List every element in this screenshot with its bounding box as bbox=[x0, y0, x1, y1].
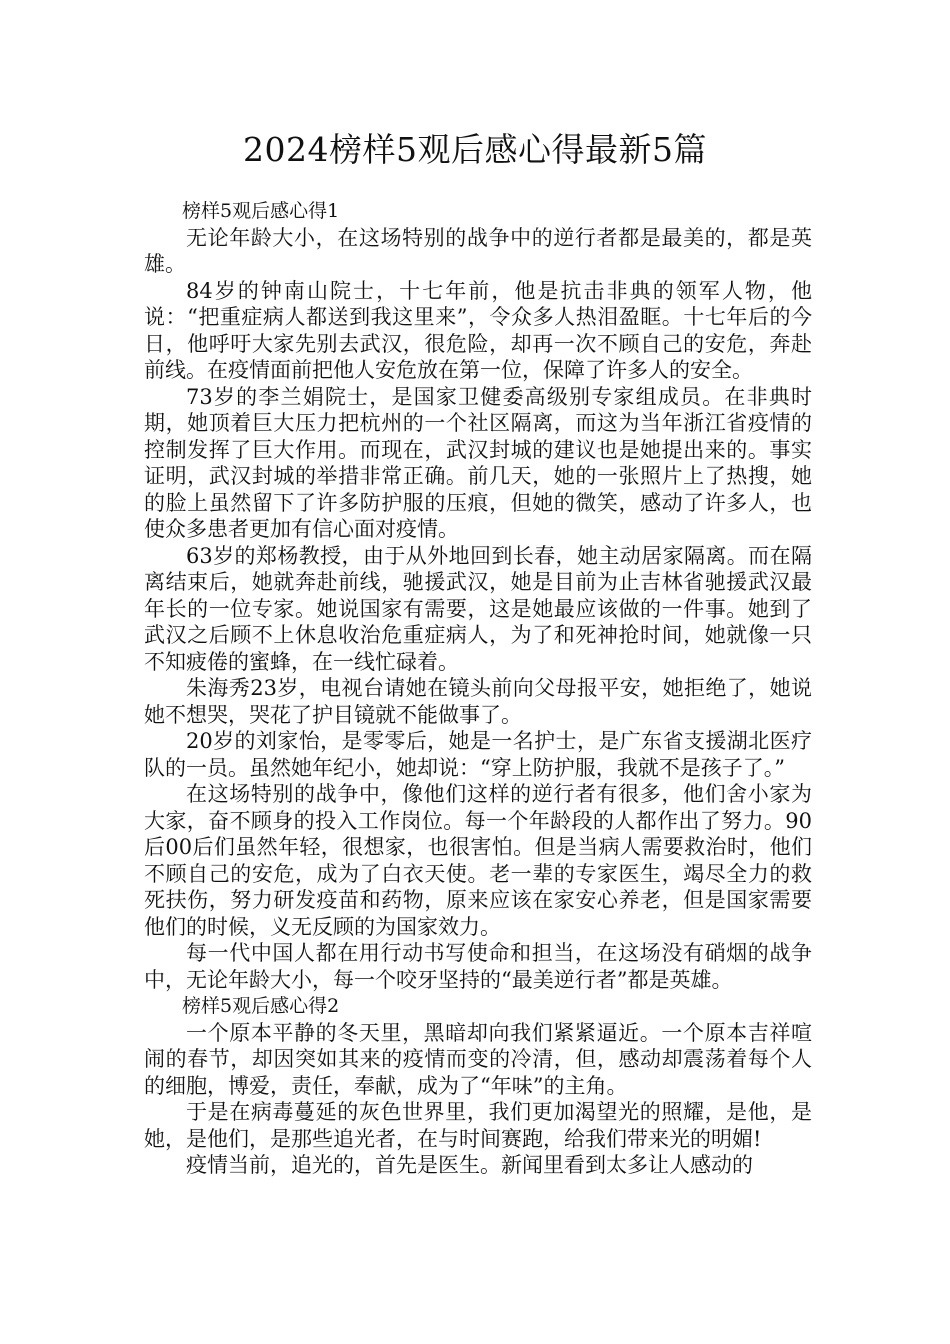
section-heading: 榜样5观后感心得2 bbox=[182, 995, 340, 1017]
document-title: 2024榜样5观后感心得最新5篇 bbox=[243, 130, 707, 169]
paragraph: 每一代中国人都在用行动书写使命和担当，在这场没有硝烟的战争中，无论年龄大小，每一个咬牙坚持的“最美逆行者”都是英雄。 bbox=[144, 941, 812, 992]
paragraph: 朱海秀23岁，电视台请她在镜头前向父母报平安，她拒绝了，她说她不想哭，哭花了护目镜就不能做事了。 bbox=[144, 676, 812, 727]
paragraph: 于是在病毒蔓延的灰色世界里，我们更加渴望光的照耀，是他，是她，是他们，是那些追光者，在与时间赛跑，给我们带来光的明媚! bbox=[144, 1100, 812, 1151]
paragraph: 在这场特别的战争中，像他们这样的逆行者有很多，他们舍小家为大家，奋不顾身的投入工作岗位。每一个年龄段的人都作出了努力。90后00后们虽然年轻，很想家，也很害怕。但是当病人需要救治时，他们不顾自己的安危，成为了白衣天使。老一辈的专家医生，竭尽全力的救死扶伤，努力研发疫苗和药物，原来应该在家安心养老，但是国家需要他们的时候，义无反顾的为国家效力。 bbox=[144, 782, 812, 939]
paragraph: 73岁的李兰娟院士，是国家卫健委高级别专家组成员。在非典时期，她顶着巨大压力把杭州的一个社区隔离，而这为当年浙江省疫情的控制发挥了巨大作用。而现在，武汉封城的建议也是她提出来的。事实证明，武汉封城的举措非常正确。前几天，她的一张照片上了热搜，她的脸上虽然留下了许多防护服的压痕，但她的微笑，感动了许多人，也使众多患者更加有信心面对疫情。 bbox=[144, 384, 812, 541]
paragraph: 84岁的钟南山院士，十七年前，他是抗击非典的领军人物，他说：“把重症病人都送到我这里来”，令众多人热泪盈眶。十七年后的今日，他呼吁大家先别去武汉，很危险，却再一次不顾自己的安危，奔赴前线。在疫情面前把他人安危放在第一位，保障了许多人的安全。 bbox=[144, 278, 812, 382]
paragraph: 20岁的刘家怡，是零零后，她是一名护士，是广东省支援湖北医疗队的一员。虽然她年纪小，她却说：“穿上防护服，我就不是孩子了。” bbox=[144, 729, 812, 780]
document-body bbox=[144, 198, 812, 1179]
section-heading: 榜样5观后感心得1 bbox=[182, 200, 340, 222]
paragraph: 一个原本平静的冬天里，黑暗却向我们紧紧逼近。一个原本吉祥喧闹的春节，却因突如其来的疫情而变的冷清，但，感动却震荡着每个人的细胞，博爱，责任，奉献，成为了“年味”的主角。 bbox=[144, 1020, 812, 1098]
paragraph: 疫情当前，追光的，首先是医生。新闻里看到太多让人感动的 bbox=[186, 1153, 753, 1177]
paragraph: 63岁的郑杨教授，由于从外地回到长春，她主动居家隔离。而在隔离结束后，她就奔赴前线，驰援武汉，她是目前为止吉林省驰援武汉最年长的一位专家。她说国家有需要，这是她最应该做的一件事。她到了武汉之后顾不上休息收治危重症病人，为了和死神抢时间，她就像一只不知疲倦的蜜蜂，在一线忙碌着。 bbox=[144, 543, 812, 674]
paragraph: 无论年龄大小，在这场特别的战争中的逆行者都是最美的，都是英雄。 bbox=[144, 225, 812, 276]
